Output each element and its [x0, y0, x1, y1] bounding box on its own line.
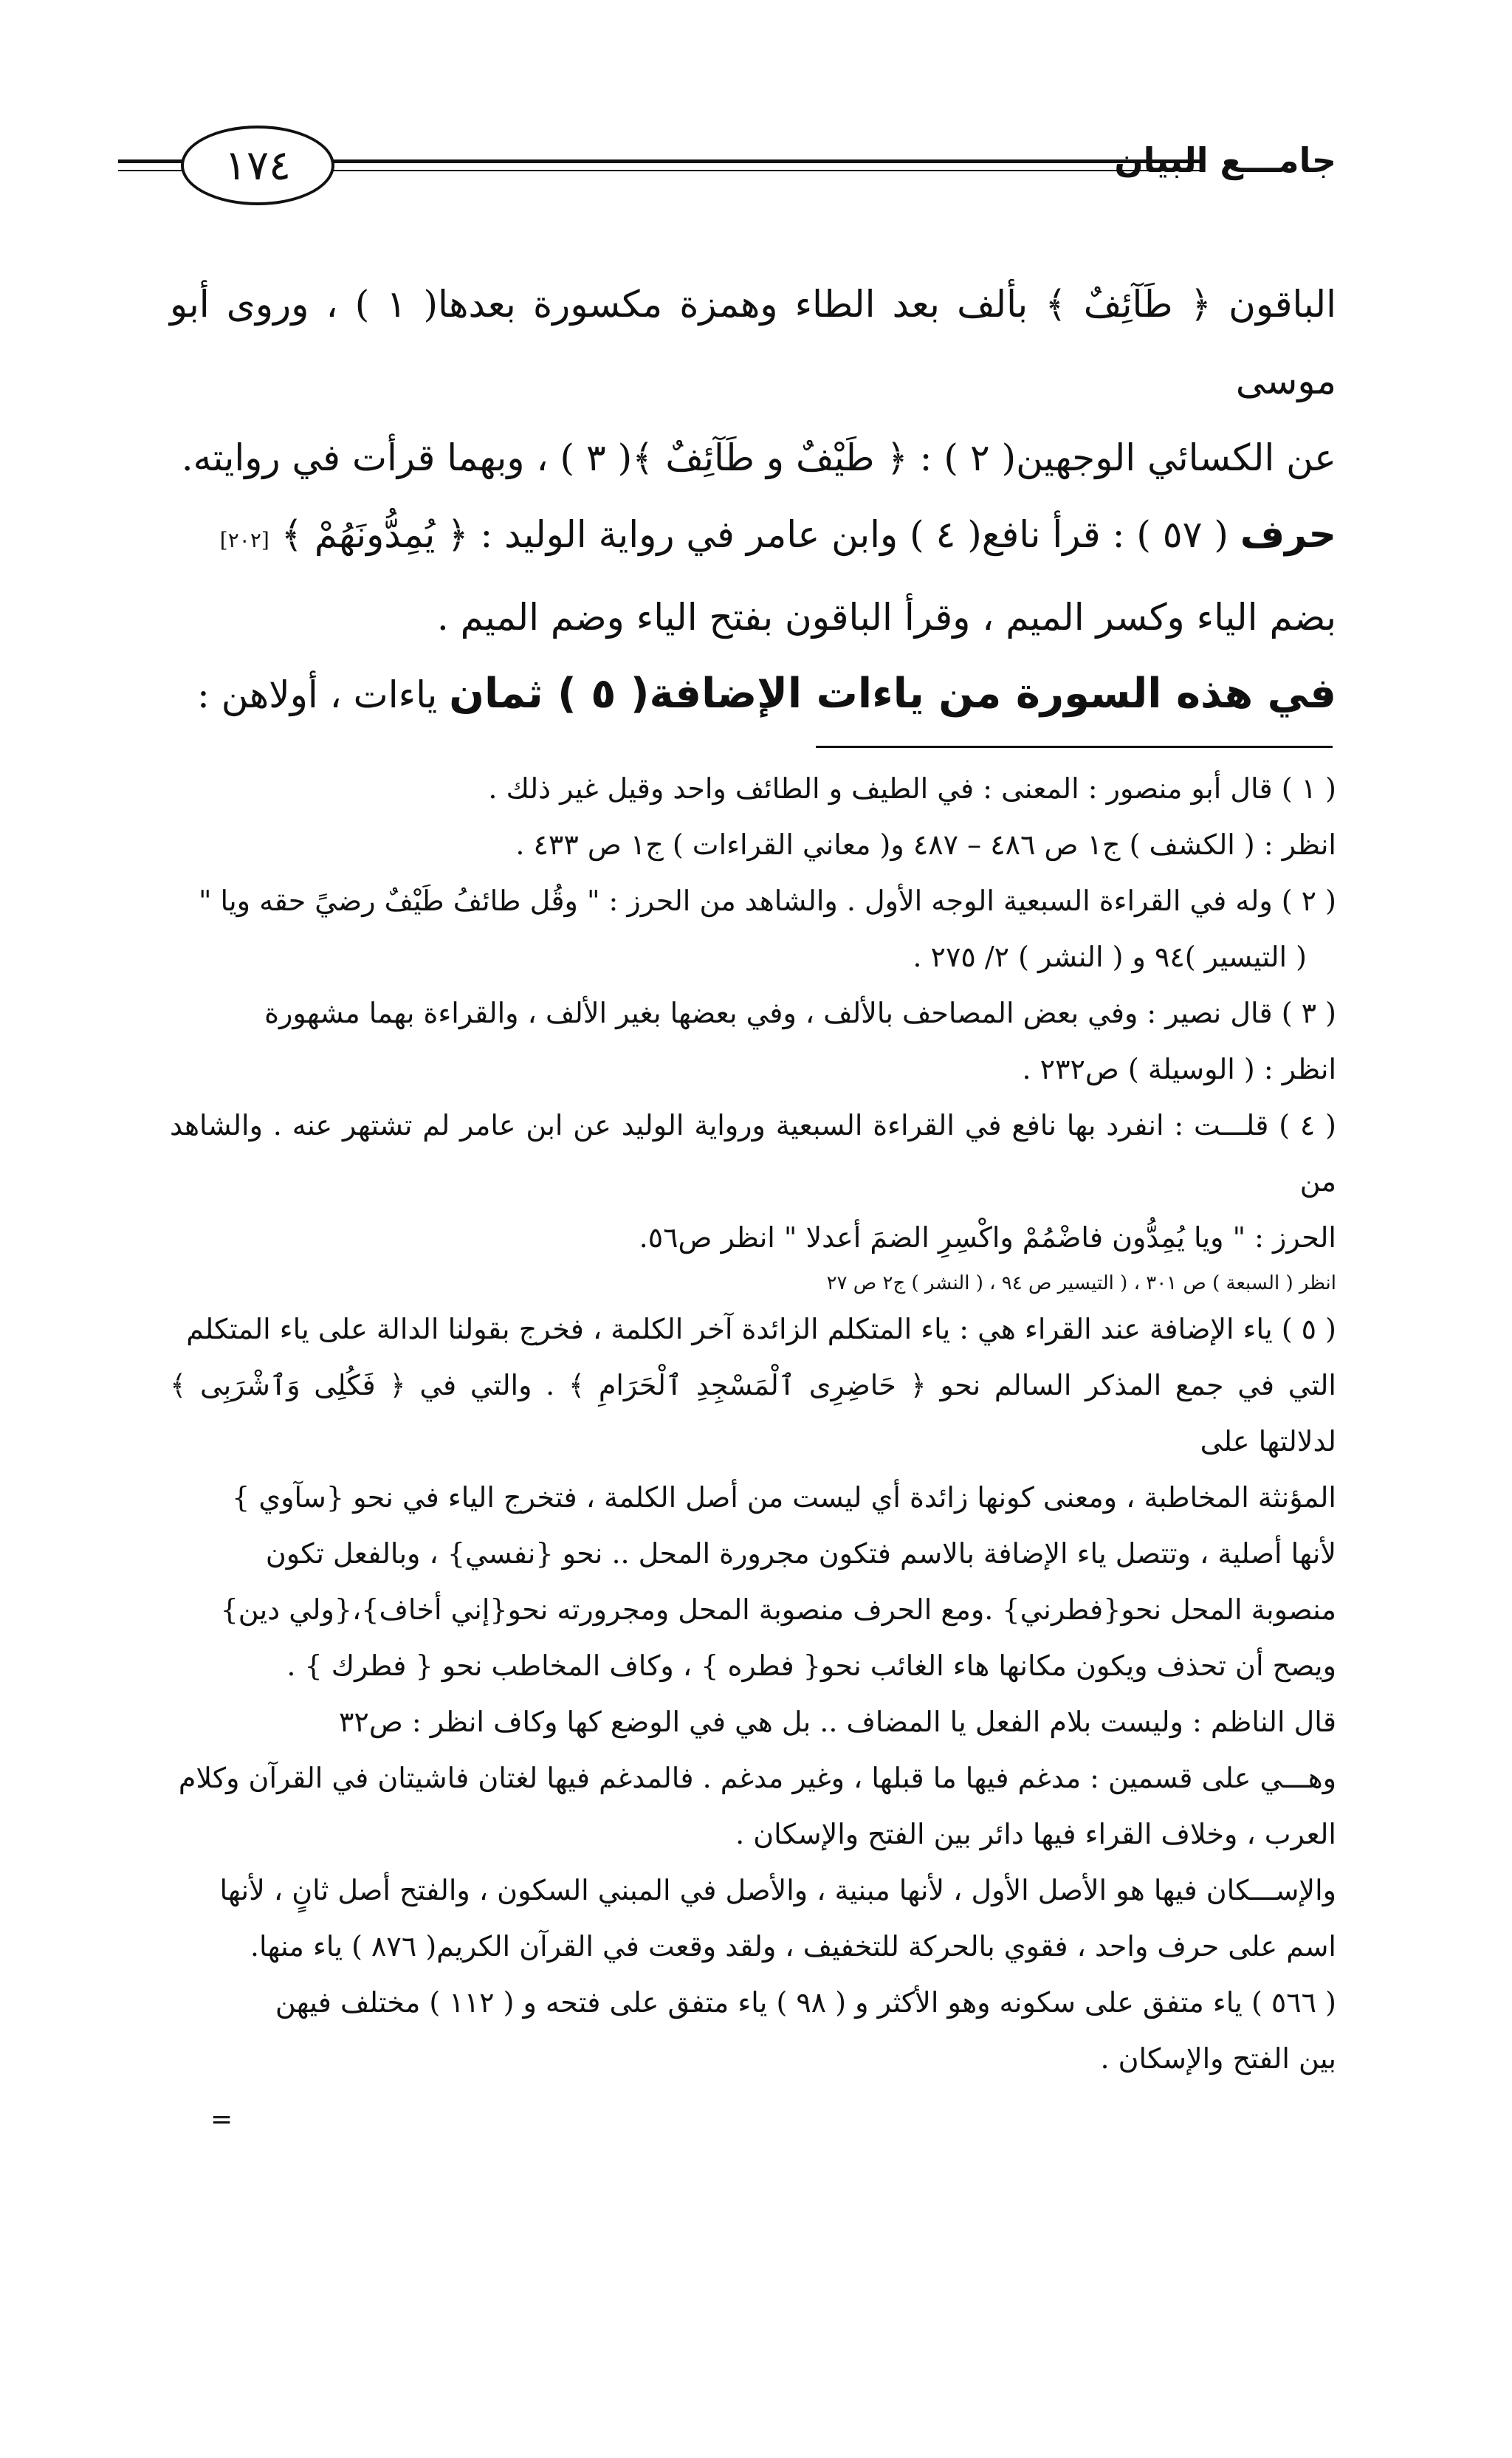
footnote-line: والإســـكان فيها هو الأصل الأول ، لأنها مبنية ، والأصل في المبني السكون ، والفتح أصل ثانٍ ، لأنها — [219, 1874, 1336, 1906]
footnote-line: ( ٤ ) قلـــت : انفرد بها نافع في القراءة السبعية ورواية الوليد عن ابن عامر لم تشتهر عنه . والشاهد من — [170, 1109, 1337, 1198]
page-number: ١٧٤ — [224, 141, 292, 190]
page-number-oval — [181, 126, 334, 205]
footnote-line: ( ٥ ) ياء الإضافة عند القراء هي : ياء المتكلم الزائدة آخر الكلمة ، فخرج بقولنا الدالة على ياء المتكلم — [186, 1313, 1336, 1345]
footnote-divider — [816, 746, 1333, 748]
footnote-line: ( ٢ ) وله في القراءة السبعية الوجه الأول . والشاهد من الحرز : " وقُل طائفُ طَيْفٌ رضيً حقه ويا " — [198, 885, 1336, 917]
footnote-line: انظر : ( الوسيلة ) ص٢٣٢ . — [1022, 1053, 1336, 1085]
footnote-line: المؤنثة المخاطبة ، ومعنى كونها زائدة أي ليست من أصل الكلمة ، فتخرج الياء في نحو {سآوي } — [232, 1481, 1336, 1514]
footnote-line: التي في جمع المذكر السالم نحو ﴿ حَاضِرِى ٱلْمَسْجِدِ ٱلْحَرَامِ ﴾ . والتي في ﴿ فَكُلِى وَٱشْرَبِى ﴾ لدلالتها على — [170, 1369, 1336, 1458]
main-line — [170, 496, 1336, 579]
harf-label: حرف — [1240, 512, 1336, 557]
footnote-line: بين الفتح والإسكان . — [1100, 2042, 1336, 2075]
heading-rest: ياءات ، أولاهن : — [197, 673, 438, 716]
footnotes — [170, 761, 1336, 2087]
footnote-line: الحرز : " ويا يُمِدُّون فاضْمُمْ واكْسِرِ الضمَ أعدلا " انظر ص٥٦. — [639, 1221, 1336, 1254]
footnote-line: لأنها أصلية ، وتتصل ياء الإضافة بالاسم فتكون مجرورة المحل .. نحو {نفسي} ، وبالفعل تكون — [265, 1537, 1336, 1570]
header-rule — [299, 159, 1200, 171]
footnote-line: ( ٣ ) قال نصير : وفي بعض المصاحف بالألف ، وفي بعضها بغير الألف ، والقراءة بهما مشهورة — [264, 997, 1336, 1029]
footnote-line: ( التيسير )٩٤ و ( النشر ) ٢/ ٢٧٥ . — [913, 941, 1307, 973]
footnote-line: وهـــي على قسمين : مدغم فيها ما قبلها ، وغير مدغم . فالمدغم فيها لغتان فاشيتان في القرآن وكلام — [178, 1762, 1336, 1794]
footnote-line: ( ٥٦٦ ) ياء متفق على سكونه وهو الأكثر و ( ٩٨ ) ياء متفق على فتحه و ( ١١٢ ) مختلف فيهن — [275, 1986, 1336, 2019]
footnote-line: انظر : ( الكشف ) ج١ ص ٤٨٦ – ٤٨٧ و( معاني القراءات ) ج١ ص ٤٣٣ . — [515, 828, 1336, 861]
footnote-line: ( ١ ) قال أبو منصور : المعنى : في الطيف و الطائف واحد وقيل غير ذلك . — [488, 772, 1336, 805]
main-text — [170, 266, 1336, 733]
main-line: بضم الياء وكسر الميم ، وقرأ الباقون بفتح الياء وضم الميم . — [436, 596, 1336, 639]
book-title: جامـــع البيان — [1114, 140, 1336, 180]
margin-mark: = — [210, 2104, 233, 2135]
heading-bold: في هذه السورة من ياءات الإضافة( ٥ ) ثمان — [449, 670, 1336, 718]
footnote-line: العرب ، وخلاف القراء فيها دائر بين الفتح والإسكان . — [735, 1818, 1336, 1850]
footnote-line: قال الناظم : وليست بلام الفعل يا المضاف .. بل هي في الوضع كها وكاف انظر : ص٣٢ — [338, 1706, 1336, 1738]
verse-reference: [٢٠٢] — [219, 528, 269, 552]
footnote-line: منصوبة المحل نحو{فطرني} .ومع الحرف منصوبة المحل ومجرورته نحو{إني أخاف}،{ولي دين} — [220, 1593, 1336, 1626]
main-line: عن الكسائي الوجهين( ٢ ) : ﴿ طَيْفٌ و طَآئِفٌ ﴾( ٣ ) ، وبهما قرأت في روايته. — [181, 436, 1336, 479]
footnote-line: اسم على حرف واحد ، فقوي بالحركة للتخفيف ، ولقد وقعت في القرآن الكريم( ٨٧٦ ) ياء منها. — [250, 1930, 1336, 1963]
section-heading — [170, 656, 1336, 733]
footnote-line: انظر ( السبعة ) ص ٣٠١ ، ( التيسير ص ٩٤ ، ( النشر ) ج٢ ص ٢٧ — [826, 1272, 1336, 1294]
main-line: الباقون ﴿ طَآئِفٌ ﴾ بألف بعد الطاء وهمزة مكسورة بعدها( ١ ) ، وروى أبو موسى — [170, 283, 1336, 402]
footnote-line: ويصح أن تحذف ويكون مكانها هاء الغائب نحو{ فطره } ، وكاف المخاطب نحو { فطرك } . — [286, 1649, 1336, 1682]
page-header — [140, 111, 1336, 222]
main-line-text: ( ٥٧ ) : قرأ نافع( ٤ ) وابن عامر في رواية الوليد : ﴿ يُمِدُّونَهُمْ ﴾ — [281, 513, 1228, 556]
